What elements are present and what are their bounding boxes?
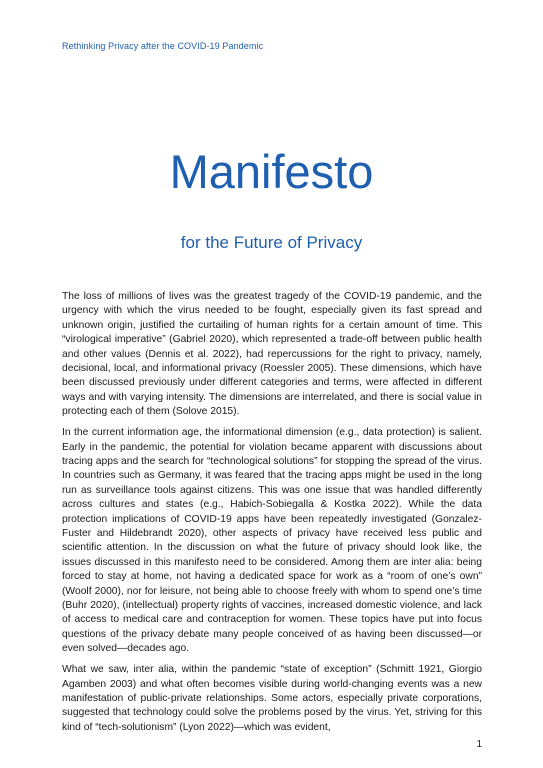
paragraph-1: The loss of millions of lives was the greatest tragedy of the COVID-19 pandemic, and the urgency with which the virus needed to be fought, especially given its fast spread and unknown origin, justified the curtailing of human rights for a certain amount of time. This “virological imperative” (Gabriel 2020), which represented a trade-off between public health and other values (Dennis et al. 2022), had repercussions for the right to privacy, namely, decisional, local, and informational privacy (Roessler 2005). These dimensions, which have been discussed previously under different categories and terms, were affected in different ways and with varying intensity. The dimensions are interrelated, and there is social value in protecting each of them (Solove 2015). <box>62 291 482 418</box>
running-header: Rethinking Privacy after the COVID-19 Pandemic <box>62 41 264 51</box>
body-text <box>62 290 482 742</box>
paragraph-2: In the current information age, the informational dimension (e.g., data protection) is salient. Early in the pandemic, the potential for violation became apparent with discussions about tracing apps and the search for “technological solutions” for stopping the spread of the virus. In countries such as Germany, it was feared that the tracing apps might be used in the long run as surveillance tools against citizens. This was one issue that was handled differently across cultures and states (e.g., Habich-Sobiegalla & Kostka 2022). While the data protection implications of COVID-19 apps have been repeatedly investigated (Gonzalez-Fuster and Hildebrandt 2020), other aspects of privacy have received less public and scientific attention. In the discussion on what the future of privacy should look like, the issues discussed in this manifesto need to be considered. Among them are inter alia: being forced to stay at home, not having a dedicated space for work as a “room of one’s own” (Woolf 2000), nor for leisure, not being able to choose freely with whom to spend one’s time (Buhr 2020), (intellectual) property rights of vaccines, increased domestic violence, and lack of access to medical care and contraception for women. These topics have put into focus questions of the privacy debate many people conceived of as having been discussed—or even solved—decades ago. <box>62 427 482 655</box>
paragraph-3: What we saw, inter alia, within the pandemic “state of exception” (Schmitt 1921, Giorgio Agamben 2003) and what often becomes visible during world-changing events was a new manifestation of public-private relationships. Some actors, especially private corporations, suggested that technology could solve the problems posed by the virus. Yet, striving for this kind of “tech-solutionism” (Lyon 2022)—which was evident, <box>62 664 482 733</box>
page-number: 1 <box>476 739 482 750</box>
page-subtitle: for the Future of Privacy <box>180 233 363 252</box>
page-title: Manifesto <box>169 145 374 198</box>
